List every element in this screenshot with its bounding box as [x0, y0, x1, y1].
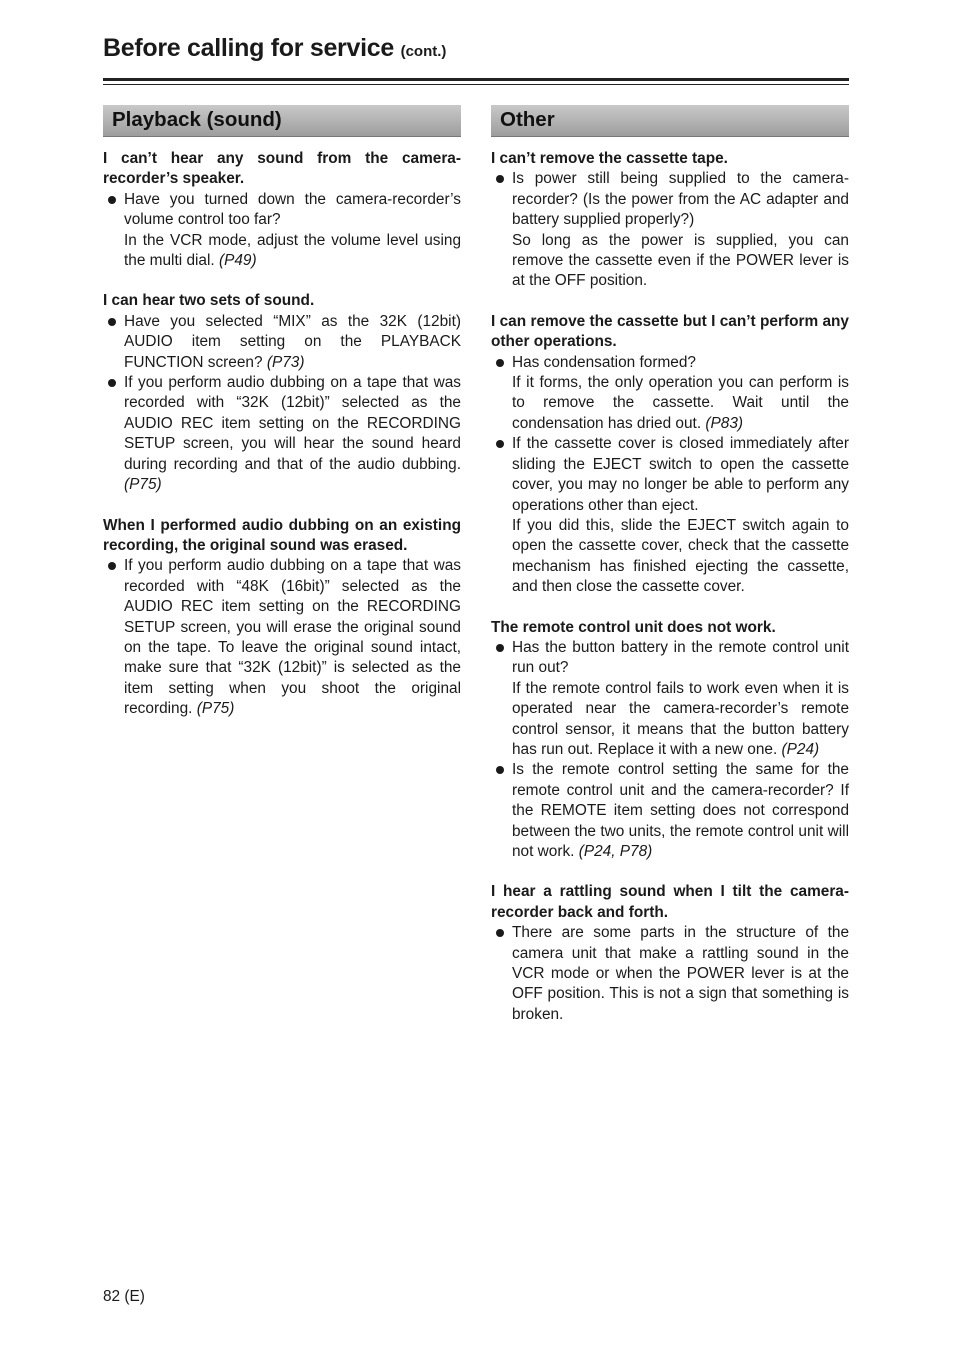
page-title	[103, 34, 849, 63]
answer-paragraph	[124, 373, 461, 495]
answer-text: If you perform audio dubbing on a tape that was recorded with “32K (12bit)” selected as the AUDIO REC item setting on the RECORDING SETUP screen, you will hear the sound heard during recording and that of the audio dubbing.	[124, 374, 461, 473]
answer-text: Has condensation formed?	[512, 353, 696, 371]
answer-paragraph	[512, 169, 849, 230]
page-reference: (P83)	[705, 414, 744, 432]
faq-question: I can’t remove the cassette tape.	[491, 150, 728, 167]
faq-block	[491, 882, 849, 1025]
answer-text: Have you selected “MIX” as the 32K (12bit) AUDIO item setting on the PLAYBACK FUNCTION screen?	[124, 312, 461, 371]
faq-question: I hear a rattling sound when I tilt the camera-recorder back and forth.	[491, 883, 849, 921]
answer-paragraph	[512, 434, 849, 516]
answer-text: If you did this, slide the EJECT switch again to open the cassette cover, check that the cassette mechanism has finished ejecting the cassette, and then close the cassette cover.	[512, 516, 849, 596]
faq-question: I can’t hear any sound from the camera-recorder’s speaker.	[103, 150, 461, 188]
answer-paragraph	[512, 231, 849, 292]
faq-question: I can remove the cassette but I can’t perform any other operations.	[491, 312, 849, 351]
answer-paragraph	[124, 231, 461, 272]
faq-block	[103, 516, 461, 720]
page-number: 82 (E)	[103, 1288, 145, 1305]
left-column	[103, 105, 461, 740]
answer-paragraph	[124, 312, 461, 373]
faq-answer-item	[491, 923, 849, 1025]
answer-paragraph	[512, 638, 849, 679]
section-heading-playback-sound: Playback (sound)	[103, 105, 461, 137]
answer-paragraph	[124, 190, 461, 231]
answer-paragraph	[512, 516, 849, 598]
bullet-icon	[496, 175, 504, 183]
faq-answer-item	[103, 373, 461, 495]
page-title-text: Before calling for service	[103, 34, 394, 62]
answer-text: Have you turned down the camera-recorder’s volume control too far?	[124, 190, 461, 229]
answer-text: So long as the power is supplied, you can remove the cassette even if the POWER lever is at the OFF position.	[512, 231, 849, 290]
answer-paragraph	[512, 760, 849, 862]
left-blocks	[103, 149, 461, 720]
bullet-icon	[496, 440, 504, 448]
bullet-icon	[496, 644, 504, 652]
answer-text: Has the button battery in the remote control unit run out?	[512, 638, 849, 677]
faq-block	[491, 149, 849, 292]
bullet-icon	[108, 379, 116, 387]
bullet-icon	[108, 196, 116, 204]
faq-answer-item	[491, 434, 849, 597]
section-heading-other: Other	[491, 105, 849, 137]
answer-text: If it forms, the only operation you can perform is to remove the cassette. Wait until the condensation has dried out.	[512, 374, 849, 432]
faq-answer-item	[103, 556, 461, 719]
header-rule-thin	[103, 84, 849, 85]
faq-question: I can hear two sets of sound.	[103, 292, 315, 310]
right-column	[491, 105, 849, 1045]
faq-block	[491, 618, 849, 863]
answer-paragraph	[512, 373, 849, 434]
answer-text: In the VCR mode, adjust the volume level using the multi dial.	[124, 231, 461, 270]
answer-text: If the cassette cover is closed immediately after sliding the EJECT switch to open the cassette cover, you may no longer be able to perform any operations other than eject.	[512, 435, 849, 514]
faq-answer-item	[103, 312, 461, 373]
bullet-icon	[496, 359, 504, 367]
answer-paragraph	[512, 679, 849, 761]
answer-text: Is power still being supplied to the camera-recorder? (Is the power from the AC adapter and battery supplied properly?)	[512, 170, 849, 229]
faq-answer-item	[491, 169, 849, 291]
answer-text: If the remote control fails to work even when it is operated near the camera-recorder’s remote control sensor, it means that the button battery has run out. Replace it with a new one.	[512, 679, 849, 758]
faq-question: When I performed audio dubbing on an existing recording, the original sound was erased.	[103, 516, 461, 554]
page-reference: (P75)	[196, 700, 235, 718]
faq-block	[103, 149, 461, 271]
bullet-icon	[496, 929, 504, 937]
faq-block	[103, 291, 461, 495]
answer-paragraph	[512, 923, 849, 1025]
page-reference: (P24, P78)	[578, 843, 653, 860]
bullet-icon	[496, 766, 504, 774]
faq-question: The remote control unit does not work.	[491, 618, 776, 636]
answer-text: Is the remote control setting the same for the remote control unit and the camera-recorder? If the REMOTE item setting does not correspond between the two units, the remote control unit will not work.	[512, 761, 849, 860]
page-reference: (P24)	[781, 740, 820, 758]
faq-block	[491, 312, 849, 598]
faq-answer-item	[491, 760, 849, 862]
answer-paragraph	[512, 353, 849, 373]
page-reference: (P73)	[266, 353, 305, 371]
header-rule	[103, 78, 849, 81]
faq-answer-item	[491, 638, 849, 760]
faq-answer-item	[103, 190, 461, 272]
answer-text: If you perform audio dubbing on a tape that was recorded with “48K (16bit)” selected as the AUDIO REC item setting on the RECORDING SETUP screen, you will erase the original sound on the tape. To leave the original sound intact, make sure that “32K (12bit)” is selected as the item setting when you shoot the original recording.	[124, 557, 461, 718]
faq-answer-item	[491, 353, 849, 435]
answer-text: There are some parts in the structure of the camera unit that make a rattling sound in the VCR mode or when the POWER lever is at the OFF position. This is not a sign that something is broken.	[512, 924, 849, 1023]
answer-paragraph	[124, 556, 461, 719]
bullet-icon	[108, 318, 116, 326]
bullet-icon	[108, 562, 116, 570]
right-blocks	[491, 149, 849, 1025]
page-title-cont: (cont.)	[400, 43, 447, 60]
page-reference: (P75)	[124, 476, 162, 494]
page-header	[103, 34, 849, 63]
page-reference: (P49)	[218, 252, 257, 270]
